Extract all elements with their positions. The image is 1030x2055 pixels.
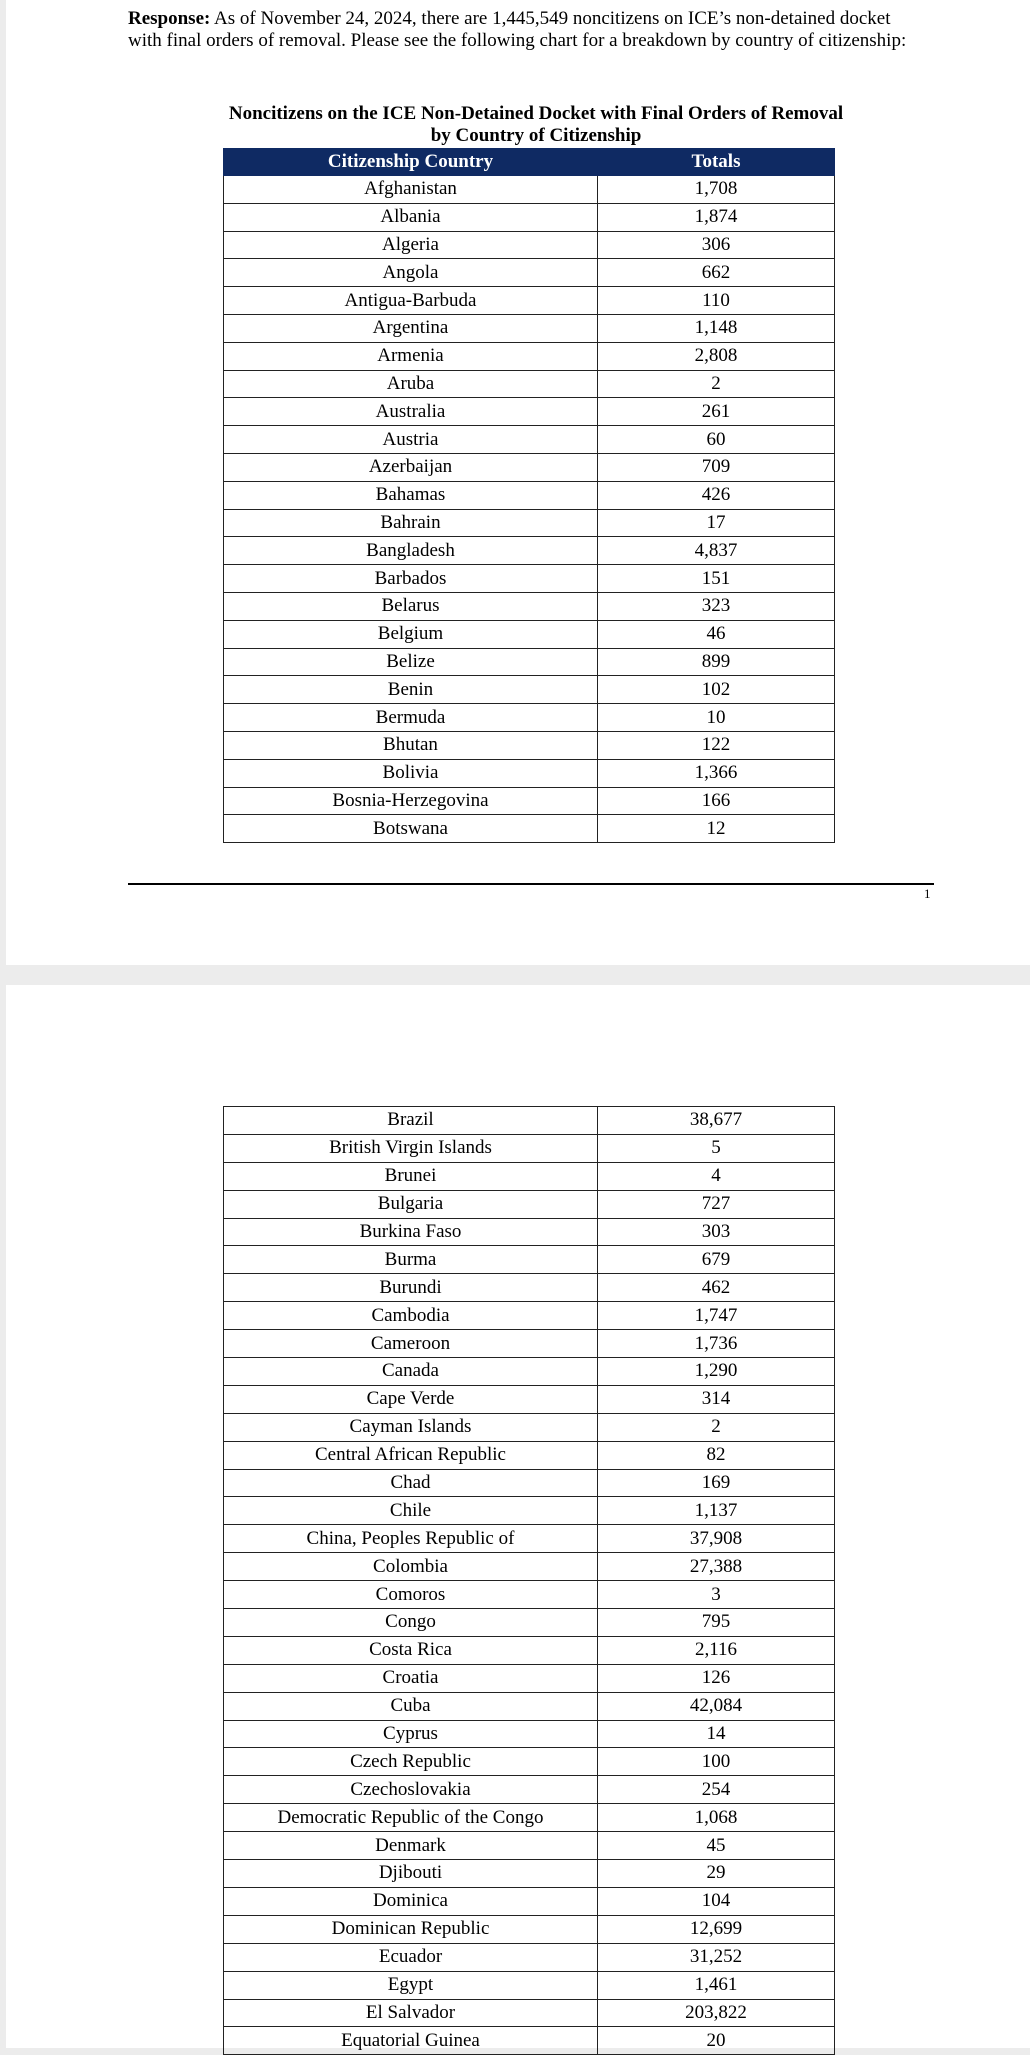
table-row (224, 1692, 835, 1720)
table-row (224, 1441, 835, 1469)
table-header-row (224, 149, 835, 176)
table-row (224, 1497, 835, 1525)
table-row (224, 648, 835, 676)
response-paragraph (128, 8, 928, 52)
country-cell: Congo (224, 1609, 598, 1637)
table-row (224, 1664, 835, 1692)
table-row (224, 1887, 835, 1915)
total-cell: 12,699 (598, 1915, 835, 1943)
table-row (224, 398, 835, 426)
total-cell: 104 (598, 1887, 835, 1915)
header-citizenship-country: Citizenship Country (224, 149, 598, 176)
table-row (224, 676, 835, 704)
country-cell: Cuba (224, 1692, 598, 1720)
total-cell: 261 (598, 398, 835, 426)
table-row (224, 759, 835, 787)
total-cell: 20 (598, 2027, 835, 2055)
table-row (224, 1358, 835, 1386)
table-row (224, 815, 835, 843)
total-cell: 1,736 (598, 1330, 835, 1358)
table-row (224, 1274, 835, 1302)
table-row (224, 787, 835, 815)
country-cell: Costa Rica (224, 1636, 598, 1664)
country-cell: El Salvador (224, 1999, 598, 2027)
table-row (224, 704, 835, 732)
country-cell: Djibouti (224, 1860, 598, 1888)
table-row (224, 426, 835, 454)
table-row (224, 1246, 835, 1274)
table-title-line-1: Noncitizens on the ICE Non-Detained Docket with Final Orders of Removal (228, 103, 844, 124)
total-cell: 1,747 (598, 1302, 835, 1330)
country-cell: Belarus (224, 592, 598, 620)
country-cell: China, Peoples Republic of (224, 1525, 598, 1553)
table-row (224, 1553, 835, 1581)
total-cell: 46 (598, 620, 835, 648)
total-cell: 2 (598, 1413, 835, 1441)
total-cell: 122 (598, 731, 835, 759)
country-cell: Comoros (224, 1581, 598, 1609)
table-body-page-2 (224, 1107, 835, 2055)
total-cell: 1,366 (598, 759, 835, 787)
country-cell: Cyprus (224, 1720, 598, 1748)
country-cell: Albania (224, 203, 598, 231)
document-page-1 (6, 0, 1030, 965)
total-cell: 203,822 (598, 1999, 835, 2027)
country-cell: Austria (224, 426, 598, 454)
total-cell: 2 (598, 370, 835, 398)
total-cell: 166 (598, 787, 835, 815)
table-row (224, 1385, 835, 1413)
country-cell: Equatorial Guinea (224, 2027, 598, 2055)
country-cell: Angola (224, 259, 598, 287)
table-row (224, 453, 835, 481)
total-cell: 14 (598, 1720, 835, 1748)
total-cell: 27,388 (598, 1553, 835, 1581)
total-cell: 323 (598, 592, 835, 620)
country-totals-table-page-1 (223, 148, 835, 843)
country-cell: Brunei (224, 1162, 598, 1190)
country-cell: Chad (224, 1469, 598, 1497)
country-cell: Burundi (224, 1274, 598, 1302)
total-cell: 82 (598, 1441, 835, 1469)
country-cell: Czech Republic (224, 1748, 598, 1776)
total-cell: 1,137 (598, 1497, 835, 1525)
table-row (224, 231, 835, 259)
country-cell: Democratic Republic of the Congo (224, 1804, 598, 1832)
table-row (224, 537, 835, 565)
country-cell: Denmark (224, 1832, 598, 1860)
total-cell: 709 (598, 453, 835, 481)
table-row (224, 1330, 835, 1358)
country-cell: Central African Republic (224, 1441, 598, 1469)
total-cell: 29 (598, 1860, 835, 1888)
table-row (224, 1636, 835, 1664)
total-cell: 100 (598, 1748, 835, 1776)
total-cell: 306 (598, 231, 835, 259)
country-cell: Belgium (224, 620, 598, 648)
country-cell: Croatia (224, 1664, 598, 1692)
table-row (224, 1860, 835, 1888)
total-cell: 1,068 (598, 1804, 835, 1832)
table-row (224, 2027, 835, 2055)
page-number: 1 (924, 886, 931, 901)
country-cell: Bermuda (224, 704, 598, 732)
country-cell: Armenia (224, 342, 598, 370)
total-cell: 795 (598, 1609, 835, 1637)
footer-rule (128, 883, 934, 885)
total-cell: 38,677 (598, 1107, 835, 1135)
table-row (224, 1999, 835, 2027)
table-row (224, 1469, 835, 1497)
total-cell: 45 (598, 1832, 835, 1860)
total-cell: 110 (598, 287, 835, 315)
total-cell: 4,837 (598, 537, 835, 565)
country-cell: Egypt (224, 1971, 598, 1999)
country-cell: Colombia (224, 1553, 598, 1581)
country-cell: Antigua-Barbuda (224, 287, 598, 315)
total-cell: 1,708 (598, 176, 835, 204)
table-row (224, 509, 835, 537)
total-cell: 10 (598, 704, 835, 732)
table-body-page-1 (224, 176, 835, 843)
total-cell: 17 (598, 509, 835, 537)
country-cell: Australia (224, 398, 598, 426)
table-row (224, 259, 835, 287)
country-cell: Belize (224, 648, 598, 676)
total-cell: 2,808 (598, 342, 835, 370)
country-cell: Cayman Islands (224, 1413, 598, 1441)
country-cell: Burkina Faso (224, 1218, 598, 1246)
country-cell: Canada (224, 1358, 598, 1386)
response-label: Response: (128, 8, 211, 29)
total-cell: 151 (598, 565, 835, 593)
table-row (224, 176, 835, 204)
country-cell: Bulgaria (224, 1190, 598, 1218)
total-cell: 1,461 (598, 1971, 835, 1999)
table-row (224, 1971, 835, 1999)
table-row (224, 1302, 835, 1330)
country-cell: Bahrain (224, 509, 598, 537)
table-title (126, 103, 946, 147)
table-row (224, 731, 835, 759)
total-cell: 1,148 (598, 314, 835, 342)
table-row (224, 1832, 835, 1860)
table-row (224, 481, 835, 509)
header-totals: Totals (598, 149, 835, 176)
table-row (224, 592, 835, 620)
country-cell: Azerbaijan (224, 453, 598, 481)
table-row (224, 314, 835, 342)
country-totals-table-page-2 (223, 1106, 835, 2055)
total-cell: 12 (598, 815, 835, 843)
country-cell: Dominica (224, 1887, 598, 1915)
total-cell: 1,290 (598, 1358, 835, 1386)
country-cell: Cape Verde (224, 1385, 598, 1413)
total-cell: 4 (598, 1162, 835, 1190)
table-row (224, 1581, 835, 1609)
country-cell: Aruba (224, 370, 598, 398)
total-cell: 42,084 (598, 1692, 835, 1720)
country-cell: Chile (224, 1497, 598, 1525)
total-cell: 303 (598, 1218, 835, 1246)
table-row (224, 370, 835, 398)
table-row (224, 1413, 835, 1441)
total-cell: 1,874 (598, 203, 835, 231)
country-cell: Cambodia (224, 1302, 598, 1330)
total-cell: 462 (598, 1274, 835, 1302)
total-cell: 169 (598, 1469, 835, 1497)
response-text: As of November 24, 2024, there are 1,445,549 noncitizens on ICE’s non-detained docket with final orders of removal. Please see the following chart for a breakdown by country of citizenship: (128, 8, 907, 51)
total-cell: 126 (598, 1664, 835, 1692)
total-cell: 31,252 (598, 1943, 835, 1971)
country-cell: Burma (224, 1246, 598, 1274)
total-cell: 727 (598, 1190, 835, 1218)
country-cell: Bangladesh (224, 537, 598, 565)
table-row (224, 1107, 835, 1135)
country-cell: Ecuador (224, 1943, 598, 1971)
country-cell: Bolivia (224, 759, 598, 787)
table-row (224, 1748, 835, 1776)
table-row (224, 1190, 835, 1218)
country-cell: Argentina (224, 314, 598, 342)
country-cell: Cameroon (224, 1330, 598, 1358)
table-row (224, 1720, 835, 1748)
country-cell: Dominican Republic (224, 1915, 598, 1943)
country-cell: Bhutan (224, 731, 598, 759)
total-cell: 3 (598, 1581, 835, 1609)
table-row (224, 565, 835, 593)
country-cell: Algeria (224, 231, 598, 259)
total-cell: 60 (598, 426, 835, 454)
total-cell: 254 (598, 1776, 835, 1804)
total-cell: 102 (598, 676, 835, 704)
table-title-line-2: by Country of Citizenship (430, 125, 642, 146)
country-cell: British Virgin Islands (224, 1134, 598, 1162)
country-cell: Barbados (224, 565, 598, 593)
country-cell: Botswana (224, 815, 598, 843)
total-cell: 679 (598, 1246, 835, 1274)
table-row (224, 287, 835, 315)
country-cell: Afghanistan (224, 176, 598, 204)
table-row (224, 203, 835, 231)
table-row (224, 1915, 835, 1943)
country-cell: Benin (224, 676, 598, 704)
total-cell: 2,116 (598, 1636, 835, 1664)
table-row (224, 1609, 835, 1637)
country-cell: Brazil (224, 1107, 598, 1135)
country-cell: Czechoslovakia (224, 1776, 598, 1804)
table-row (224, 1525, 835, 1553)
table-row (224, 1162, 835, 1190)
table-row (224, 1134, 835, 1162)
table-row (224, 342, 835, 370)
total-cell: 37,908 (598, 1525, 835, 1553)
total-cell: 314 (598, 1385, 835, 1413)
table-row (224, 1776, 835, 1804)
table-row (224, 1218, 835, 1246)
total-cell: 5 (598, 1134, 835, 1162)
table-row (224, 1943, 835, 1971)
total-cell: 426 (598, 481, 835, 509)
document-page-2 (6, 985, 1030, 2051)
table-row (224, 1804, 835, 1832)
country-cell: Bosnia-Herzegovina (224, 787, 598, 815)
total-cell: 662 (598, 259, 835, 287)
table-row (224, 620, 835, 648)
total-cell: 899 (598, 648, 835, 676)
country-cell: Bahamas (224, 481, 598, 509)
